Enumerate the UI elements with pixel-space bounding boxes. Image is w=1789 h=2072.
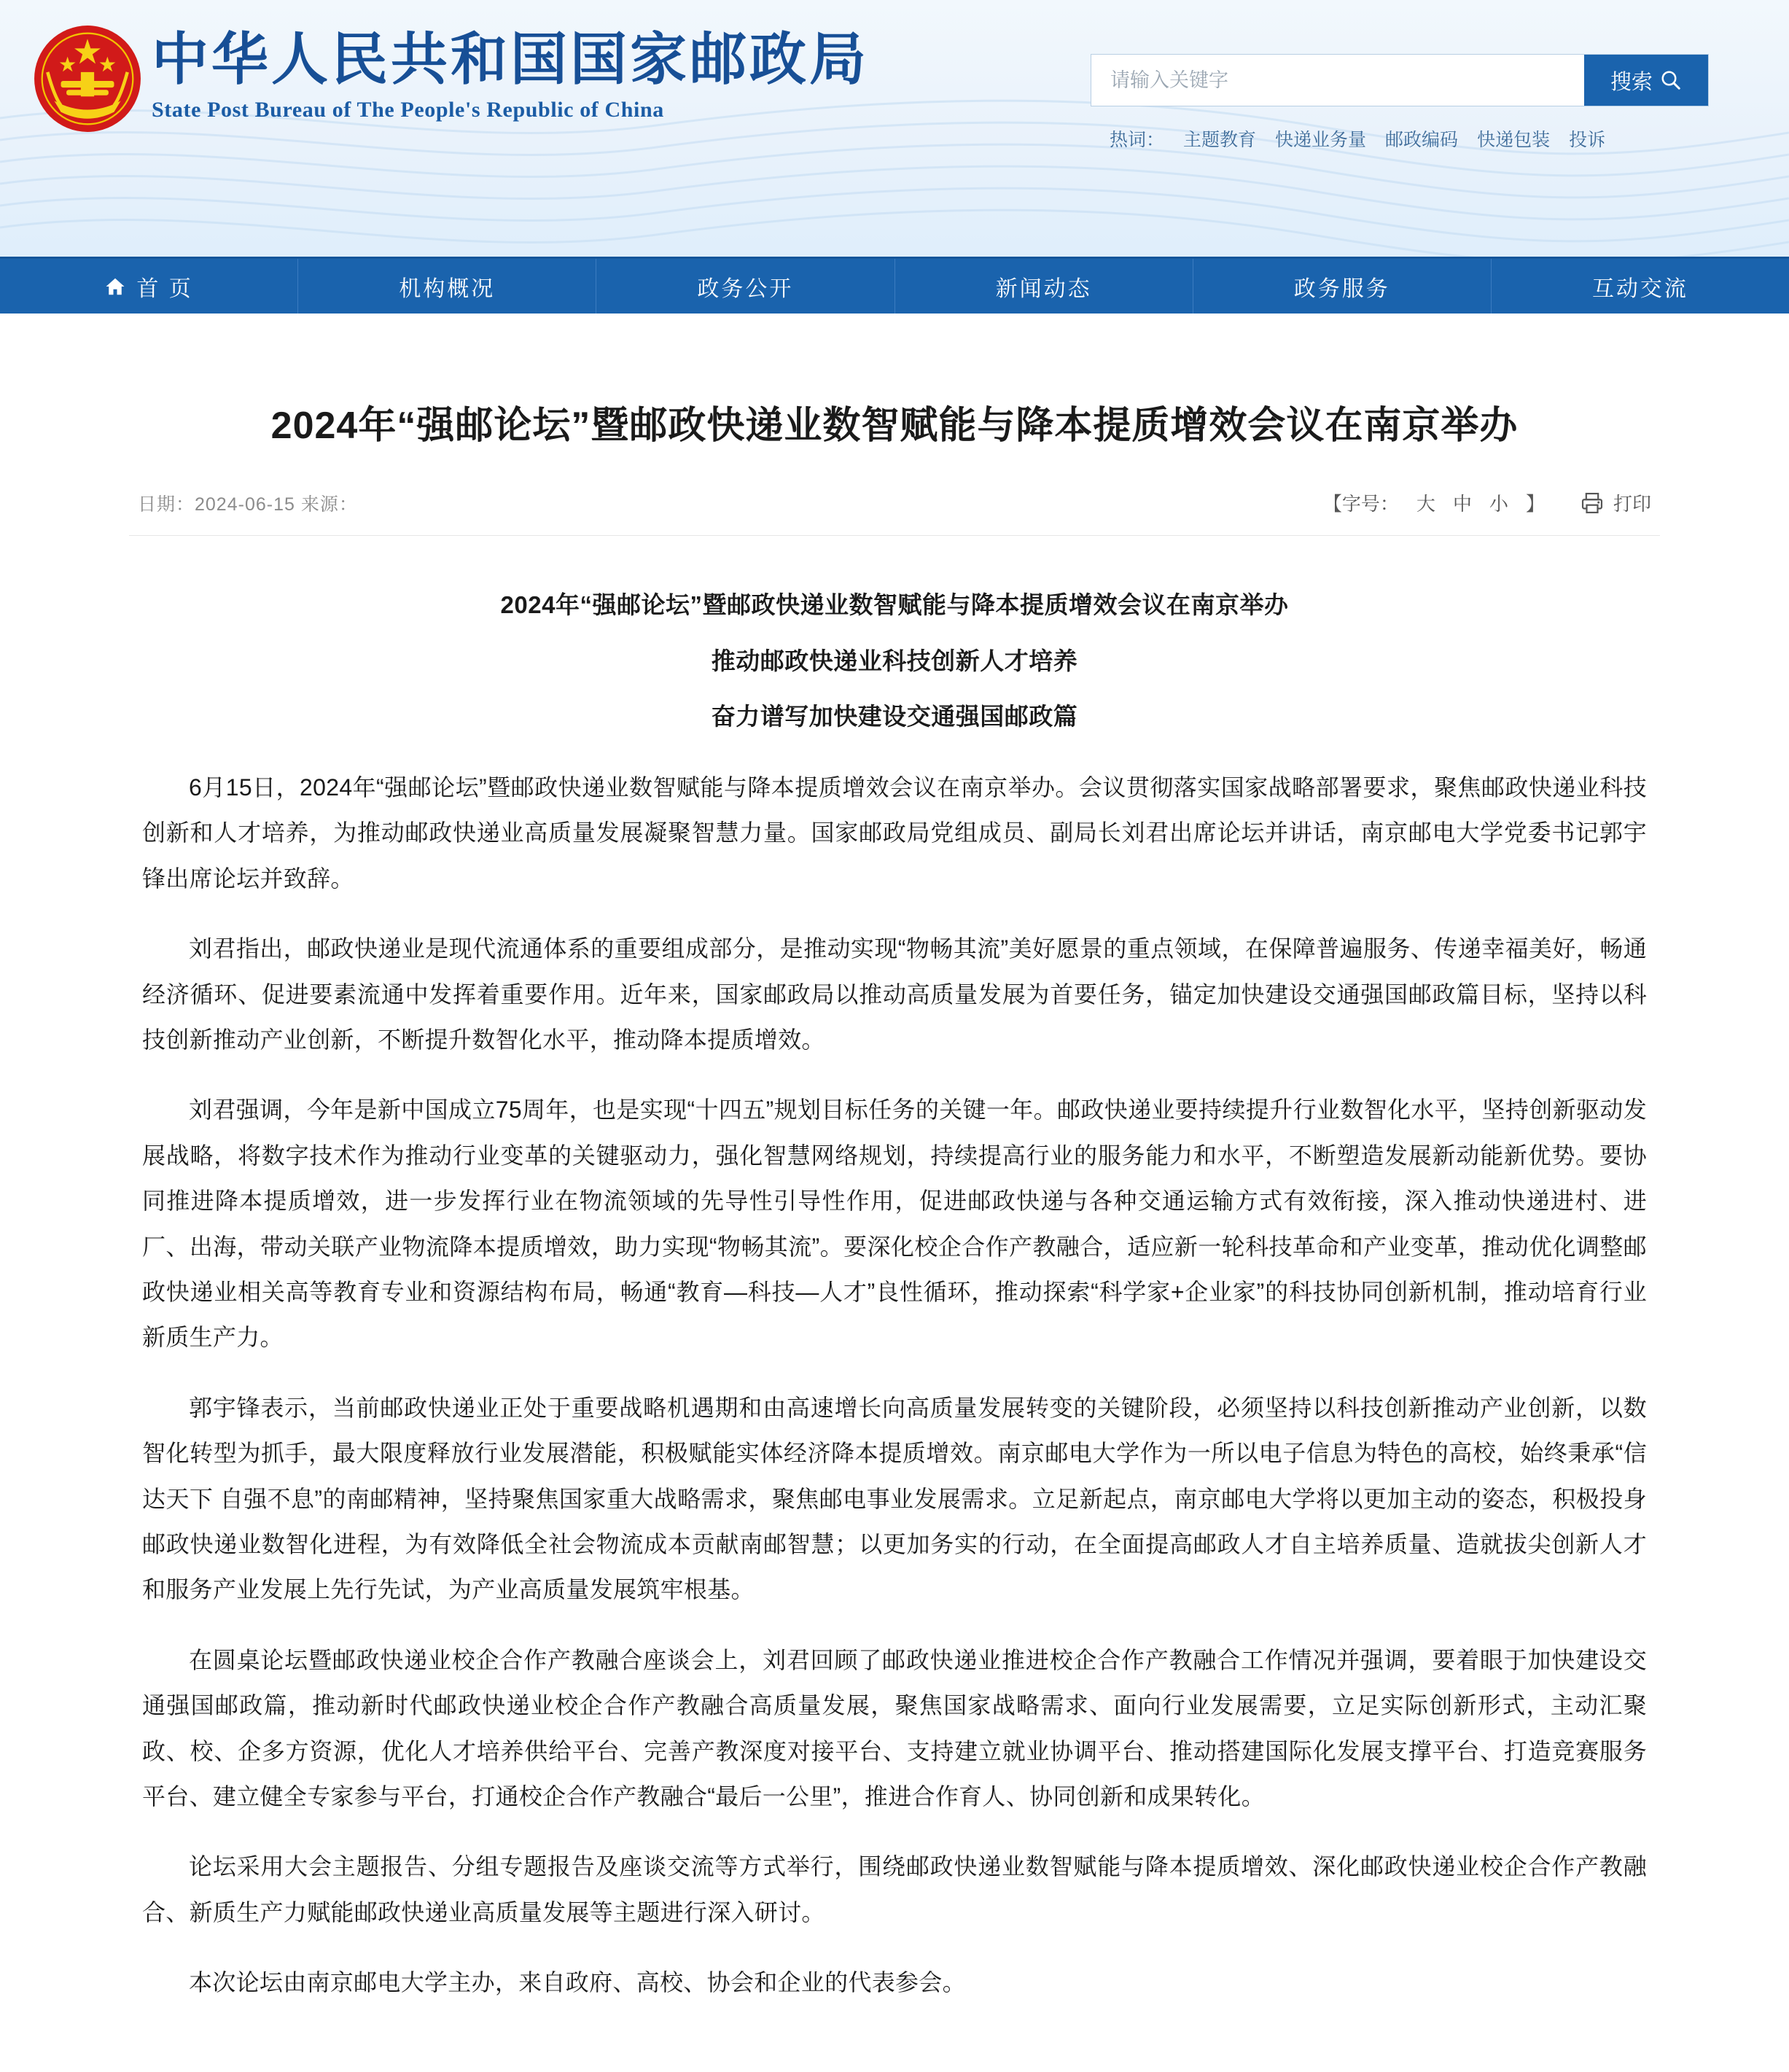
font-size-label-close: 】 bbox=[1525, 493, 1545, 515]
site-logo-cn: 中华人民共和国国家邮政局 bbox=[152, 27, 870, 93]
nav-item-label-interaction: 互动交流 bbox=[1591, 276, 1688, 301]
article-body bbox=[129, 536, 1660, 2005]
national-emblem-icon bbox=[32, 23, 143, 134]
site-header bbox=[0, 0, 1789, 257]
nav-item-services[interactable] bbox=[1193, 259, 1492, 313]
search-button[interactable] bbox=[1584, 55, 1708, 106]
print-label: 打印 bbox=[1613, 493, 1651, 515]
article-paragraph: 刘君指出，邮政快递业是现代流通体系的重要组成部分，是推动实现“物畅其流”美好愿景的重点领域，在保障普遍服务、传递幸福美好，畅通经济循环、促进要素流通中发挥着重要作用。近年来，国家邮政局以推动高质量发展为首要任务，锚定加快建设交通强国邮政篇目标，坚持以科技创新推动产业创新，不断提升数智化水平，推动降本提质增效。 bbox=[142, 935, 1647, 1053]
search-input[interactable] bbox=[1091, 55, 1584, 106]
print-button[interactable] bbox=[1580, 489, 1651, 516]
article-paragraph: 论坛采用大会主题报告、分组专题报告及座谈交流等方式举行，围绕邮政快递业数智赋能与降本提质增效、深化邮政快递业校企合作产教融合、新质生产力赋能邮政快递业高质量发展等主题进行深入研讨。 bbox=[142, 1853, 1647, 1925]
article-meta-left bbox=[138, 490, 358, 516]
nav-item-organization[interactable] bbox=[298, 259, 596, 313]
main-nav bbox=[0, 257, 1789, 313]
article-heading-1: 2024年“强邮论坛”暨邮政快递业数智赋能与降本提质增效会议在南京举办 bbox=[500, 591, 1289, 619]
article-date: 日期：2024-06-15 bbox=[138, 494, 295, 515]
article-heading-3: 奋力谱写加快建设交通强国邮政篇 bbox=[711, 703, 1078, 731]
font-size-label: 【字号： bbox=[1322, 493, 1399, 515]
nav-item-label-home: 首 页 bbox=[136, 276, 193, 301]
search-button-label: 搜索 bbox=[1610, 70, 1653, 94]
article-paragraph: 6月15日，2024年“强邮论坛”暨邮政快递业数智赋能与降本提质增效会议在南京举办。会议贯彻落实国家战略部署要求，聚焦邮政快递业科技创新和人才培养，为推动邮政快递业高质量发展凝聚智慧力量。国家邮政局党组成员、副局长刘君出席论坛并讲话，南京邮电大学党委书记郭宇锋出席论坛并致辞。 bbox=[142, 774, 1647, 892]
article-heading-2: 推动邮政快递业科技创新人才培养 bbox=[711, 647, 1078, 674]
nav-item-label-organization: 机构概况 bbox=[399, 276, 496, 301]
search-icon bbox=[1660, 69, 1682, 91]
nav-item-label-government-affairs: 政务公开 bbox=[697, 276, 794, 301]
printer-icon bbox=[1580, 492, 1605, 514]
hotword-link-4[interactable]: 投诉 bbox=[1569, 130, 1606, 150]
font-size-medium[interactable]: 中 bbox=[1452, 493, 1472, 515]
home-icon bbox=[104, 276, 126, 297]
article-meta-right bbox=[1323, 489, 1651, 516]
hotword-link-0[interactable]: 主题教育 bbox=[1183, 130, 1257, 150]
page-title: 2024年“强邮论坛”暨邮政快递业数智赋能与降本提质增效会议在南京举办 bbox=[270, 404, 1519, 447]
article-paragraph: 刘君强调，今年是新中国成立75周年，也是实现“十四五”规划目标任务的关键一年。邮政快递业要持续提升行业数智化水平，坚持创新驱动发展战略，将数字技术作为推动行业变革的关键驱动力，强化智慧网络规划，持续提高行业的服务能力和水平，不断塑造发展新动能新优势。要协同推进降本提质增效，进一步发挥行业在物流领域的先导性引导性作用，促进邮政快递与各种交通运输方式有效衔接，深入推动快递进村、进厂、出海，带动关联产业物流降本提质增效，助力实现“物畅其流”。要深化校企合作产教融合，适应新一轮科技革命和产业变革，推动优化调整邮政快递业相关高等教育专业和资源结构布局，畅通“教育—科技—人才”良性循环，推动探索“科学家+企业家”的科技协同创新机制，推动培育行业新质生产力。 bbox=[142, 1097, 1647, 1351]
site-logo[interactable] bbox=[152, 28, 869, 122]
search-area bbox=[1091, 54, 1709, 152]
nav-item-home[interactable] bbox=[0, 259, 298, 313]
site-logo-en: State Post Bureau of The People's Republic of China bbox=[152, 97, 664, 122]
article-paragraph: 在圆桌论坛暨邮政快递业校企合作产教融合座谈会上，刘君回顾了邮政快递业推进校企合作产教融合工作情况并强调，要着眼于加快建设交通强国邮政篇，推动新时代邮政快递业校企合作产教融合高质量发展，聚焦国家战略需求、面向行业发展需要，立足实际创新形式，主动汇聚政、校、企多方资源，优化人才培养供给平台、完善产教深度对接平台、支持建立就业协调平台、推动搭建国际化发展支撑平台、打造竞赛服务平台、建立健全专家参与平台，打通校企合作产教融合“最后一公里”，推进合作育人、协同创新和成果转化。 bbox=[142, 1646, 1647, 1810]
font-size-large[interactable]: 大 bbox=[1416, 493, 1435, 515]
search-box bbox=[1091, 54, 1709, 106]
hotwords-label: 热词： bbox=[1110, 130, 1165, 150]
nav-item-government-affairs[interactable] bbox=[596, 259, 894, 313]
hotword-link-2[interactable]: 邮政编码 bbox=[1385, 130, 1459, 150]
article-source: 来源： bbox=[300, 494, 358, 515]
article-paragraph: 本次论坛由南京邮电大学主办，来自政府、高校、协会和企业的代表参会。 bbox=[189, 1969, 966, 1996]
hotword-link-3[interactable]: 快递包装 bbox=[1477, 130, 1551, 150]
nav-item-label-services: 政务服务 bbox=[1293, 276, 1390, 301]
nav-divider bbox=[0, 313, 1789, 318]
font-size-control bbox=[1323, 489, 1545, 516]
article-meta bbox=[129, 489, 1660, 536]
hotwords-row bbox=[1091, 125, 1709, 152]
article-paragraph: 郭宇锋表示，当前邮政快递业正处于重要战略机遇期和由高速增长向高质量发展转变的关键阶段，必须坚持以科技创新推动产业创新，以数智化转型为抓手，最大限度释放行业发展潜能，积极赋能实体经济降本提质增效。南京邮电大学作为一所以电子信息为特色的高校，始终秉承“信达天下 自强不息”的南邮精神，坚持聚焦国家重大战略需求，聚焦邮电事业发展需求。立足新起点，南京邮电大学将以更加主动的姿态，积极投身邮政快递业数智化进程，为有效降低全社会物流成本贡献南邮智慧；以更加务实的行动，在全面提高邮政人才自主培养质量、造就拔尖创新人才和服务产业发展上先行先试，为产业高质量发展筑牢根基。 bbox=[142, 1394, 1647, 1603]
nav-item-label-news: 新闻动态 bbox=[995, 276, 1092, 301]
nav-item-news[interactable] bbox=[895, 259, 1193, 313]
article-container bbox=[129, 343, 1660, 2072]
nav-item-interaction[interactable] bbox=[1492, 259, 1789, 313]
hotword-link-1[interactable]: 快递业务量 bbox=[1275, 130, 1367, 150]
font-size-small[interactable]: 小 bbox=[1489, 493, 1508, 515]
